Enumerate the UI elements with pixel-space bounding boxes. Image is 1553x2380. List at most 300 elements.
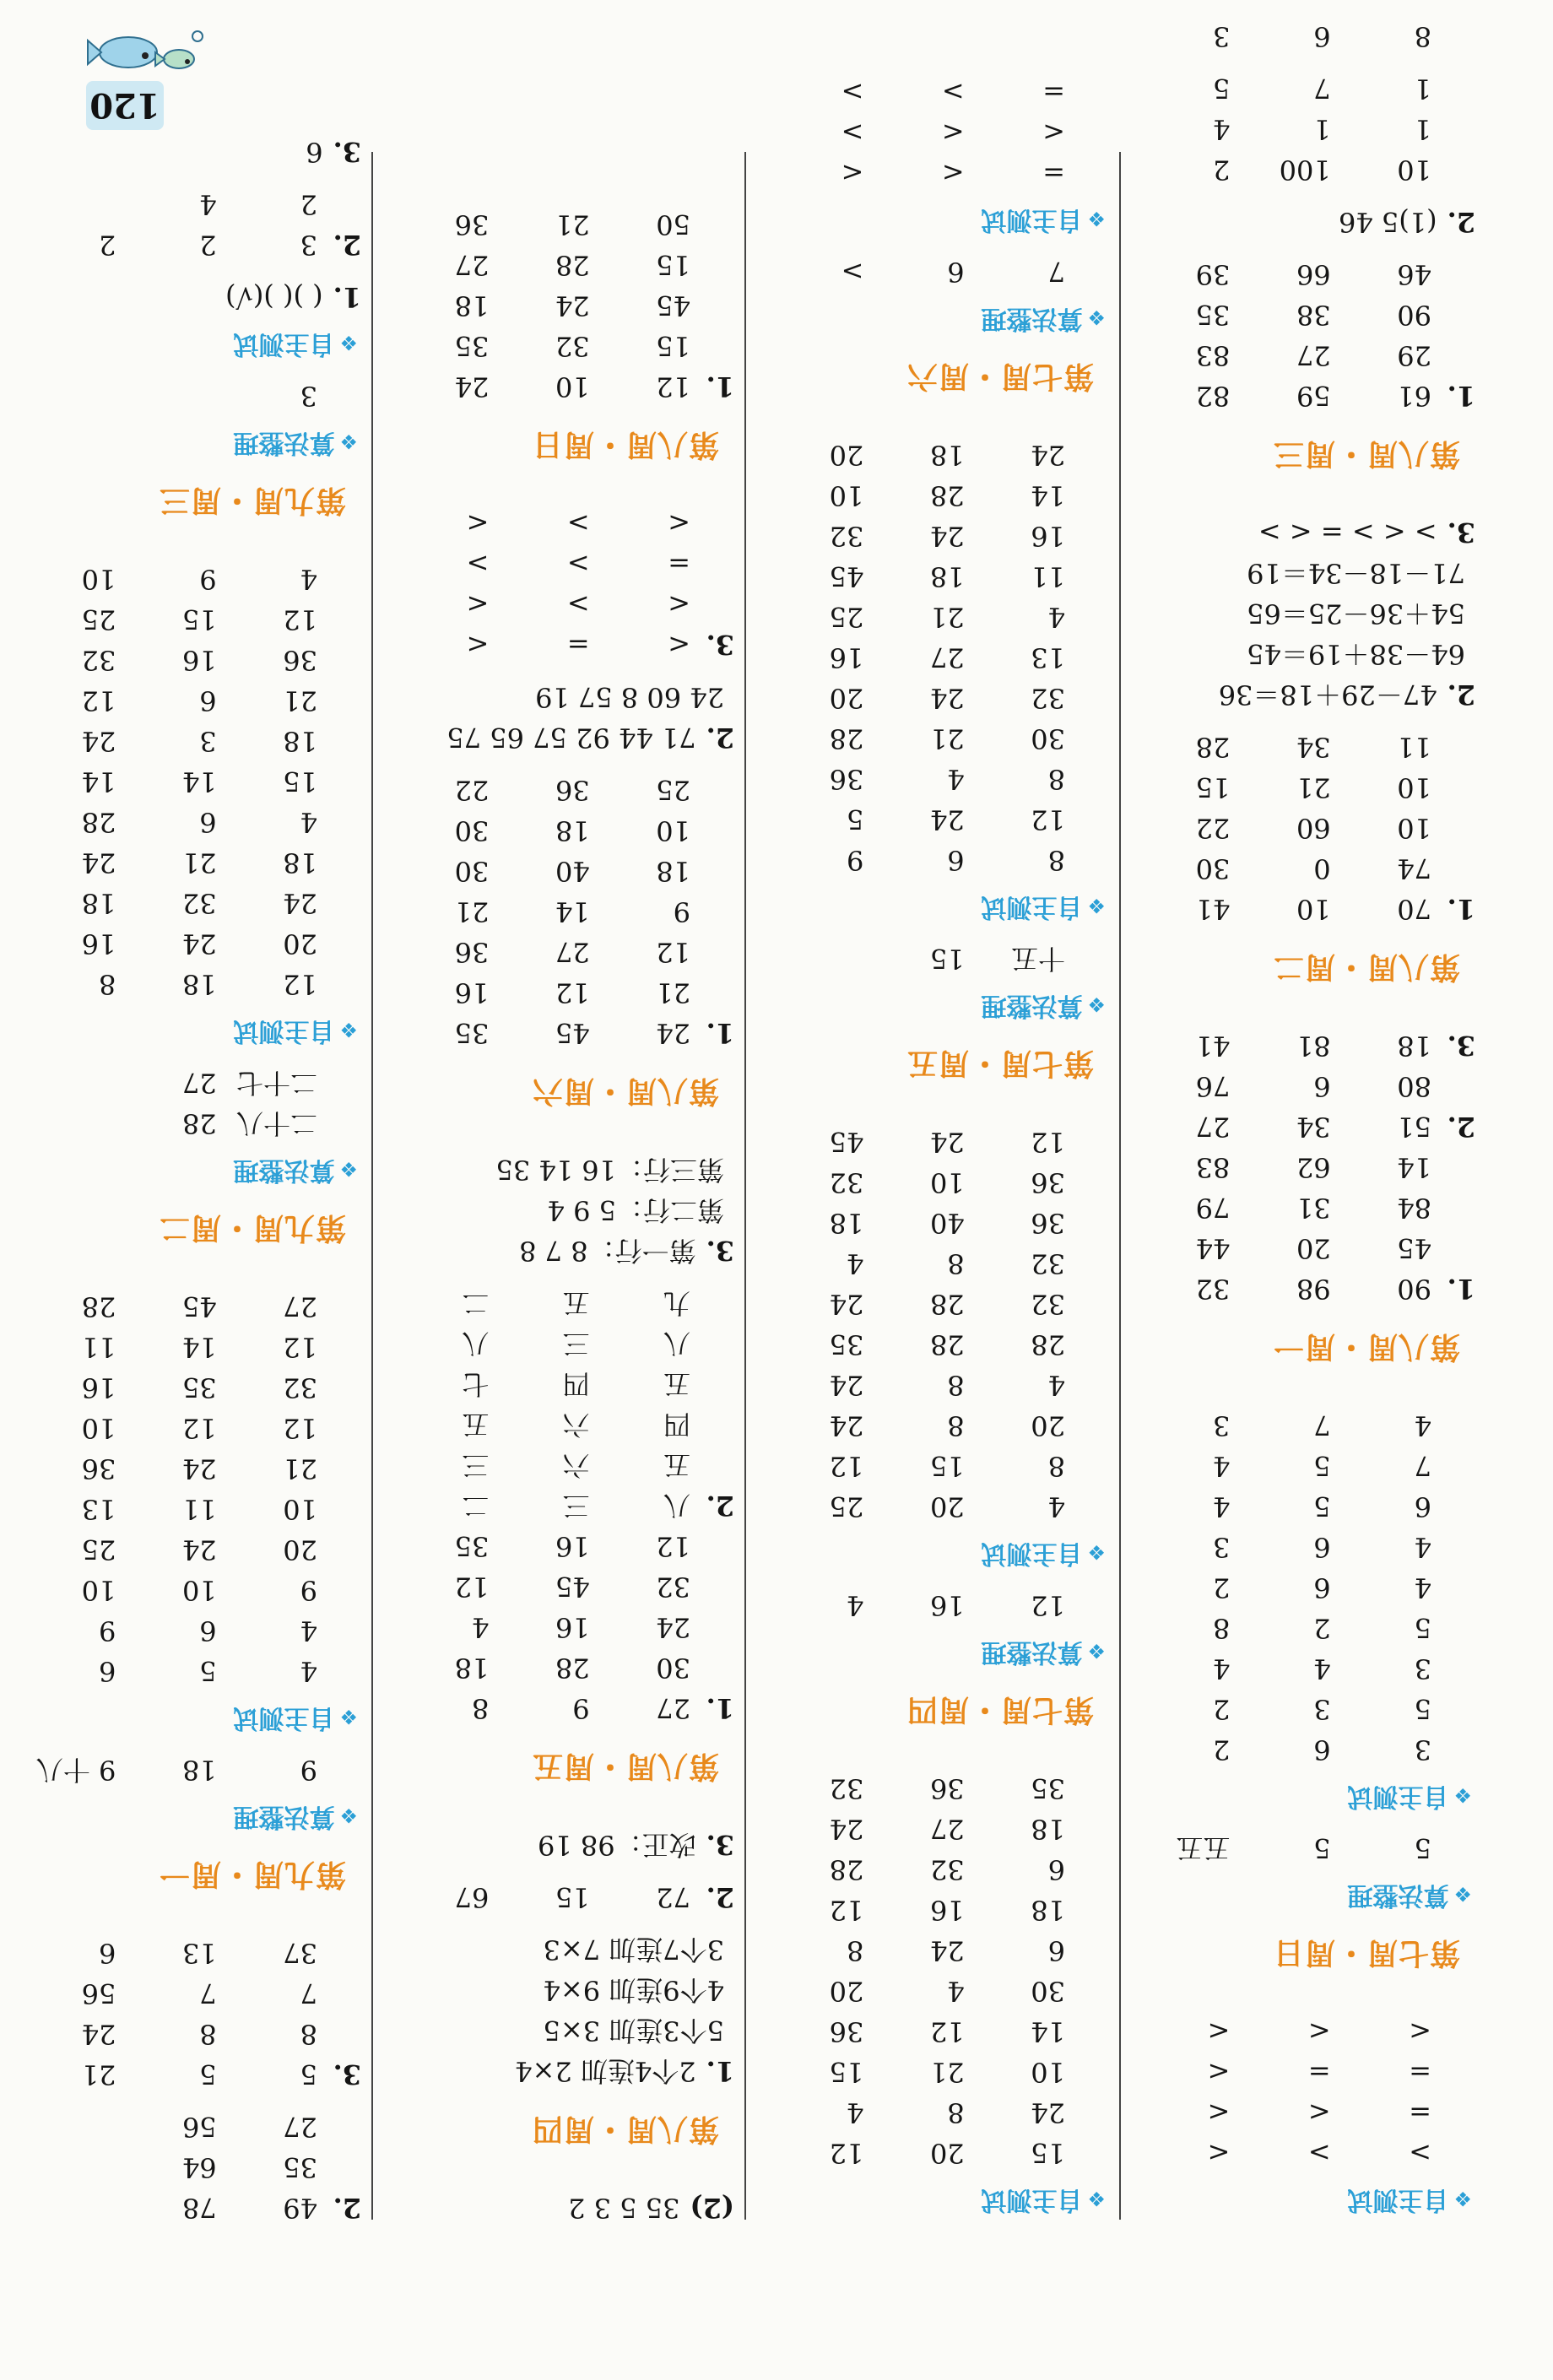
week-heading: 第八周・周三 xyxy=(1272,436,1460,471)
answer-cell: 20 xyxy=(1296,1232,1331,1264)
answer-cell: 80 xyxy=(1397,1070,1431,1102)
answer-row xyxy=(766,718,1112,759)
answer-cell: 12 xyxy=(829,2137,864,2169)
answer-cell: 35 xyxy=(1031,1772,1065,1804)
answer-cell: 6 xyxy=(1047,1934,1065,1966)
answer-cell: 32 xyxy=(929,1853,965,1885)
answer-cell: 32 xyxy=(555,330,590,362)
answer-line xyxy=(392,1929,738,1970)
answer-cell: 78 xyxy=(181,2192,217,2224)
answer-column-3 xyxy=(392,192,738,2228)
question-number: 1. xyxy=(706,1017,734,1049)
answer-block xyxy=(19,1063,365,1190)
answer-row xyxy=(19,923,365,964)
question-number xyxy=(1069,1930,1112,1971)
answer-row xyxy=(766,1585,1112,1625)
answer-cell: < xyxy=(841,157,864,189)
answer-cell: 12 xyxy=(181,1412,217,1444)
question-number xyxy=(321,2107,365,2147)
answer-cell: 12 xyxy=(929,2015,965,2047)
answer-row xyxy=(1133,68,1479,109)
answer-row xyxy=(766,938,1112,979)
answer-text: 3个7连加 7×3 xyxy=(543,1934,724,1966)
answer-cell: 6 xyxy=(1313,1571,1331,1604)
answer-cell: 15 xyxy=(656,249,690,281)
answer-cell: 8 xyxy=(846,1934,864,1966)
answer-cell: = xyxy=(668,548,690,580)
answer-row xyxy=(19,599,365,640)
answer-cell: 14 xyxy=(81,765,116,798)
answer-row xyxy=(1133,1729,1479,1770)
answer-cell: 五五 xyxy=(1176,1832,1231,1864)
question-number xyxy=(1435,848,1479,889)
question-number xyxy=(1069,1849,1112,1890)
question-number xyxy=(694,1526,738,1566)
question-number xyxy=(694,1404,738,1445)
answer-cell: 二 xyxy=(462,1287,490,1319)
answer-block xyxy=(766,1585,1112,1672)
answer-cell: 2 xyxy=(98,229,116,261)
answer-cell: 20 xyxy=(283,1533,317,1566)
answer-text: 5个3连加 3×5 xyxy=(543,2015,724,2047)
answer-cell: 90 xyxy=(1397,299,1431,331)
section-heading xyxy=(19,1149,358,1190)
answer-cell: 4 xyxy=(846,1589,864,1621)
answer-row xyxy=(19,1408,365,1448)
week-heading: 第八周・周五 xyxy=(531,1749,719,1783)
answer-line xyxy=(1133,202,1479,242)
question-number xyxy=(694,326,738,366)
answer-cell: 83 xyxy=(1195,339,1231,371)
answer-line xyxy=(392,717,738,758)
answer-cell xyxy=(19,2188,119,2228)
answer-cell: 45 xyxy=(555,1017,590,1049)
answer-cell: 24 xyxy=(929,803,965,836)
answer-cell: 45 xyxy=(1397,1232,1431,1264)
answer-cell: 五 xyxy=(663,1368,690,1400)
answer-cell: 五 xyxy=(562,1287,590,1319)
answer-cell: 28 xyxy=(555,249,590,281)
question-number xyxy=(694,503,738,544)
answer-row xyxy=(392,1688,738,1728)
answer-cell: 2 xyxy=(1313,1612,1331,1644)
answer-cell: 59 xyxy=(1296,380,1331,412)
answer-cell: 66 xyxy=(1296,258,1331,290)
question-number: 2. xyxy=(333,2192,361,2224)
answer-cell: 27 xyxy=(283,2111,317,2143)
answer-cell: 27 xyxy=(181,1067,217,1099)
question-number: 1. xyxy=(1447,893,1475,925)
question-number xyxy=(694,770,738,810)
answer-cell: 2 xyxy=(300,188,317,220)
answer-row xyxy=(766,1284,1112,1324)
answer-row xyxy=(766,1324,1112,1365)
answer-cell: 18 xyxy=(454,289,490,322)
answer-row xyxy=(392,245,738,285)
question-number: 3. xyxy=(1447,517,1475,549)
question-number: 2. xyxy=(1447,679,1475,711)
answer-line xyxy=(19,132,365,172)
answer-row xyxy=(392,625,738,665)
answer-cell: 35 xyxy=(454,330,490,362)
answer-cell: 12 xyxy=(829,1894,864,1926)
answer-row xyxy=(1133,1228,1479,1268)
answer-cell: 35 xyxy=(454,1530,490,1562)
section-heading xyxy=(19,1696,358,1738)
answer-cell: 5 xyxy=(1212,73,1231,105)
answer-cell: < xyxy=(466,588,490,620)
answer-block xyxy=(19,184,365,265)
answer-row xyxy=(392,1013,738,1053)
answer-row xyxy=(392,972,738,1013)
answer-cell: 10 xyxy=(929,1166,965,1198)
question-number xyxy=(1069,799,1112,840)
question-number xyxy=(1069,2052,1112,2092)
answer-row xyxy=(1133,335,1479,376)
answer-cell: 28 xyxy=(929,1328,965,1360)
answer-row xyxy=(392,1445,738,1485)
answer-cell: 2 xyxy=(1212,154,1231,186)
question-number xyxy=(1069,1405,1112,1446)
answer-line xyxy=(392,2010,738,2051)
answer-row xyxy=(1133,295,1479,335)
answer-cell: 4 xyxy=(300,806,317,838)
answer-cell: 4 xyxy=(947,763,965,795)
question-number xyxy=(321,802,365,842)
answer-cell: = xyxy=(566,629,590,661)
answer-block xyxy=(392,2108,738,2149)
answer-cell: 21 xyxy=(929,722,965,755)
question-number xyxy=(321,2147,365,2188)
answer-cell: 15 xyxy=(181,603,217,636)
answer-cell: 16 xyxy=(454,976,490,1009)
question-number: 3. xyxy=(1447,1030,1475,1062)
answer-cell: 21 xyxy=(929,601,965,633)
answer-cell: 27 xyxy=(929,1813,965,1845)
answer-cell: 10 xyxy=(1031,2056,1065,2088)
answer-row xyxy=(392,1647,738,1688)
answer-cell: 14 xyxy=(1031,2015,1065,2047)
answer-cell xyxy=(19,2107,119,2147)
question-number xyxy=(321,376,365,416)
answer-line xyxy=(1133,634,1479,674)
answer-cell: 15 xyxy=(829,2056,864,2088)
question-number xyxy=(694,1445,738,1485)
question-number xyxy=(1435,254,1479,295)
answer-row xyxy=(19,2054,365,2095)
answer-cell: 4 xyxy=(1047,601,1065,633)
answer-row xyxy=(1133,1025,1479,1066)
answer-cell: 16 xyxy=(1031,520,1065,552)
answer-text: > < > = < > xyxy=(1258,517,1437,549)
question-number: 3. xyxy=(706,1829,734,1861)
diamond-icon: ❖ xyxy=(1087,306,1106,329)
answer-row xyxy=(766,72,1112,112)
answer-cell: 五 xyxy=(663,1449,690,1481)
answer-cell: 30 xyxy=(1031,1975,1065,2007)
answer-text: 4个9连加 9×4 xyxy=(543,1974,724,2006)
answer-cell: 8 xyxy=(300,2018,317,2050)
answer-text: 64－38＋19＝45 xyxy=(1247,638,1465,670)
answer-cell: 35 xyxy=(181,1371,217,1404)
answer-block xyxy=(392,2188,738,2228)
answer-block xyxy=(1133,202,1479,242)
question-number xyxy=(1435,2092,1479,2133)
question-number xyxy=(321,1610,365,1651)
answer-block xyxy=(19,1207,365,1247)
answer-cell: = xyxy=(1409,2096,1431,2128)
answer-row xyxy=(1133,848,1479,889)
answer-row xyxy=(766,516,1112,556)
answer-cell: > xyxy=(566,507,590,539)
question-number xyxy=(321,721,365,761)
answer-cell: 49 xyxy=(283,2192,317,2224)
answer-cell: 20 xyxy=(929,2137,965,2169)
answer-row xyxy=(1133,1828,1479,1869)
answer-cell xyxy=(19,1063,119,1103)
answer-cell: 12 xyxy=(81,684,116,717)
answer-cell: 24 xyxy=(929,1126,965,1158)
answer-cell: 九 xyxy=(663,1287,690,1319)
answer-cell: 41 xyxy=(1195,1030,1231,1062)
answer-cell: 5 xyxy=(1414,1832,1431,1864)
answer-cell: 12 xyxy=(656,936,690,968)
week-heading: 第八周・周日 xyxy=(531,427,719,462)
question-number xyxy=(321,599,365,640)
answer-cell: > xyxy=(466,548,490,580)
answer-cell: 16 xyxy=(555,1530,590,1562)
answer-text: 35 5 3 2 xyxy=(568,2192,680,2224)
question-number xyxy=(1069,1203,1112,1243)
column-divider xyxy=(744,152,746,2220)
answer-row xyxy=(1133,767,1479,808)
answer-cell: 32 xyxy=(829,520,864,552)
answer-row xyxy=(19,2107,365,2147)
answer-cell: 15 xyxy=(929,943,965,975)
answer-block xyxy=(766,1689,1112,1729)
answer-cell: 67 xyxy=(454,1881,490,1913)
answer-cell: 35 xyxy=(283,2151,317,2183)
answer-row xyxy=(1133,1567,1479,1608)
question-number: 1. xyxy=(706,1692,734,1724)
answer-cell: 5 xyxy=(846,803,864,836)
answer-cell xyxy=(119,376,219,416)
question-number xyxy=(321,1973,365,2014)
answer-cell: 56 xyxy=(181,2111,217,2143)
diamond-icon: ❖ xyxy=(1453,1783,1472,1807)
answer-cell: 27 xyxy=(283,1290,317,1323)
answer-cell: 32 xyxy=(1031,682,1065,714)
answer-cell: 6 xyxy=(1414,1490,1431,1523)
answer-row xyxy=(766,1809,1112,1849)
answer-cell: 36 xyxy=(1031,1166,1065,1198)
answer-row xyxy=(1133,1268,1479,1309)
answer-cell: 5 xyxy=(199,2058,217,2091)
answer-cell: 72 xyxy=(656,1881,690,1913)
diamond-icon: ❖ xyxy=(1087,207,1106,230)
answer-cell: 36 xyxy=(829,2015,864,2047)
question-number xyxy=(1435,1228,1479,1268)
answer-cell: 24 xyxy=(829,1813,864,1845)
question-number xyxy=(321,2014,365,2054)
answer-row xyxy=(392,851,738,891)
answer-cell: 24 xyxy=(656,1611,690,1643)
answer-line xyxy=(1133,593,1479,634)
answer-cell: 4 xyxy=(1212,1450,1231,1482)
answer-cell: 3 xyxy=(300,380,317,412)
answer-cell: 10 xyxy=(81,1574,116,1606)
answer-cell: 32 xyxy=(829,1166,864,1198)
answer-line xyxy=(392,1231,738,1271)
section-title: 算法整理 xyxy=(981,304,1083,333)
answer-cell: 62 xyxy=(1296,1151,1331,1183)
answer-cell: 18 xyxy=(1031,1894,1065,1926)
answer-cell: 79 xyxy=(1195,1192,1231,1224)
answer-cell xyxy=(766,938,867,979)
answer-cell: 12 xyxy=(454,1571,490,1603)
question-number xyxy=(321,1933,365,1973)
answer-block xyxy=(19,376,365,462)
question-number xyxy=(321,1327,365,1367)
answer-cell: 8 xyxy=(1047,1450,1065,1482)
answer-cell: 8 xyxy=(1047,763,1065,795)
question-number xyxy=(1069,938,1112,979)
answer-cell: < xyxy=(1409,2015,1431,2047)
section-heading xyxy=(766,198,1106,240)
answer-cell: 3 xyxy=(1212,1531,1231,1563)
question-number xyxy=(1069,1365,1112,1405)
answer-row xyxy=(1133,1608,1479,1648)
question-number: 3. xyxy=(333,2058,361,2091)
diamond-icon: ❖ xyxy=(1087,894,1106,917)
question-number xyxy=(321,1367,365,1408)
answer-cell: 20 xyxy=(829,439,864,471)
answer-row xyxy=(19,1933,365,1973)
answer-cell: < xyxy=(668,629,690,661)
question-number xyxy=(1435,16,1479,57)
answer-cell: 八 xyxy=(462,1328,490,1360)
answer-row xyxy=(766,112,1112,153)
answer-cell: 22 xyxy=(454,774,490,806)
answer-cell: 七 xyxy=(462,1368,490,1400)
answer-cell: 36 xyxy=(929,1772,965,1804)
question-number xyxy=(694,810,738,851)
question-number xyxy=(1069,72,1112,112)
question-number xyxy=(1069,2133,1112,2173)
question-number xyxy=(694,1607,738,1647)
answer-cell: 29 xyxy=(1397,339,1431,371)
answer-cell: 24 xyxy=(181,928,217,960)
question-number xyxy=(1435,1486,1479,1527)
answer-line xyxy=(1133,512,1479,553)
answer-row xyxy=(1133,1446,1479,1486)
answer-cell: > xyxy=(566,588,590,620)
answer-row xyxy=(392,891,738,932)
answer-cell: 22 xyxy=(1195,812,1231,844)
answer-cell: > xyxy=(1307,2137,1331,2169)
week-heading: 第七周・周五 xyxy=(906,1046,1094,1080)
answer-block xyxy=(766,355,1112,396)
answer-block xyxy=(19,2107,365,2228)
answer-text: 第二行：5 9 4 xyxy=(547,1194,724,1226)
answer-cell: 14 xyxy=(181,765,217,798)
question-number xyxy=(1435,1689,1479,1729)
answer-cell: 9 xyxy=(98,1615,116,1647)
answer-row xyxy=(19,1448,365,1489)
answer-row xyxy=(19,184,365,224)
section-title: 自主测试 xyxy=(981,205,1083,235)
question-number xyxy=(1435,295,1479,335)
answer-cell: < xyxy=(1307,2015,1331,2047)
answer-cell: 2 xyxy=(1212,1734,1231,1766)
column-divider xyxy=(1119,152,1121,2220)
answer-cell: 8 xyxy=(1047,844,1065,876)
answer-row xyxy=(19,1103,365,1144)
question-number xyxy=(1435,2133,1479,2173)
answer-cell: 4 xyxy=(1212,1652,1231,1685)
answer-cell: 15 xyxy=(929,1450,965,1482)
answer-text: 71－18－34＝19 xyxy=(1247,557,1465,589)
section-heading xyxy=(766,2178,1106,2220)
answer-cell: 14 xyxy=(1031,479,1065,511)
question-number: 3. xyxy=(333,136,361,168)
answer-cell: 10 xyxy=(81,1412,116,1444)
answer-cell: 24 xyxy=(81,2018,116,2050)
section-heading xyxy=(19,322,358,364)
answer-cell: 20 xyxy=(1031,1409,1065,1442)
answer-cell: 24 xyxy=(181,1533,217,1566)
answer-cell: 6 xyxy=(1313,20,1331,52)
answer-cell: 36 xyxy=(454,936,490,968)
fish-decoration-icon xyxy=(86,24,213,83)
answer-cell: 12 xyxy=(1031,1126,1065,1158)
answer-cell: 24 xyxy=(829,1369,864,1401)
answer-cell: 28 xyxy=(555,1652,590,1684)
answer-cell: 32 xyxy=(656,1571,690,1603)
answer-row xyxy=(766,2052,1112,2092)
answer-cell: 44 xyxy=(1195,1232,1231,1264)
answer-cell: 21 xyxy=(656,976,690,1009)
answer-cell: 35 xyxy=(829,1328,864,1360)
answer-row xyxy=(1133,1147,1479,1187)
question-number xyxy=(694,1283,738,1323)
answer-cell: 56 xyxy=(81,1977,116,2009)
question-number xyxy=(694,1323,738,1364)
answer-row xyxy=(19,1063,365,1103)
week-heading: 第九周・周二 xyxy=(158,1210,346,1245)
answer-row xyxy=(392,932,738,972)
answer-block xyxy=(392,503,738,665)
question-number xyxy=(1435,767,1479,808)
answer-block xyxy=(392,1825,738,1865)
answer-row xyxy=(766,1890,1112,1930)
answer-cell: 18 xyxy=(454,1652,490,1684)
answer-cell: 24 xyxy=(283,887,317,919)
answer-cell: 5 xyxy=(1313,1832,1331,1864)
answer-cell: 98 xyxy=(1296,1273,1331,1305)
answer-cell: 5 xyxy=(1414,1612,1431,1644)
question-number xyxy=(321,1063,365,1103)
answer-cell: 三 xyxy=(562,1490,590,1522)
week-heading: 第七周・周日 xyxy=(1272,1935,1460,1970)
answer-cell: 7 xyxy=(1313,73,1331,105)
answer-row xyxy=(766,1405,1112,1446)
answer-row xyxy=(392,544,738,584)
answer-cell: = xyxy=(1042,157,1065,189)
answer-block xyxy=(392,1745,738,1786)
answer-cell: 32 xyxy=(181,887,217,919)
answer-cell: 9 xyxy=(300,1574,317,1606)
